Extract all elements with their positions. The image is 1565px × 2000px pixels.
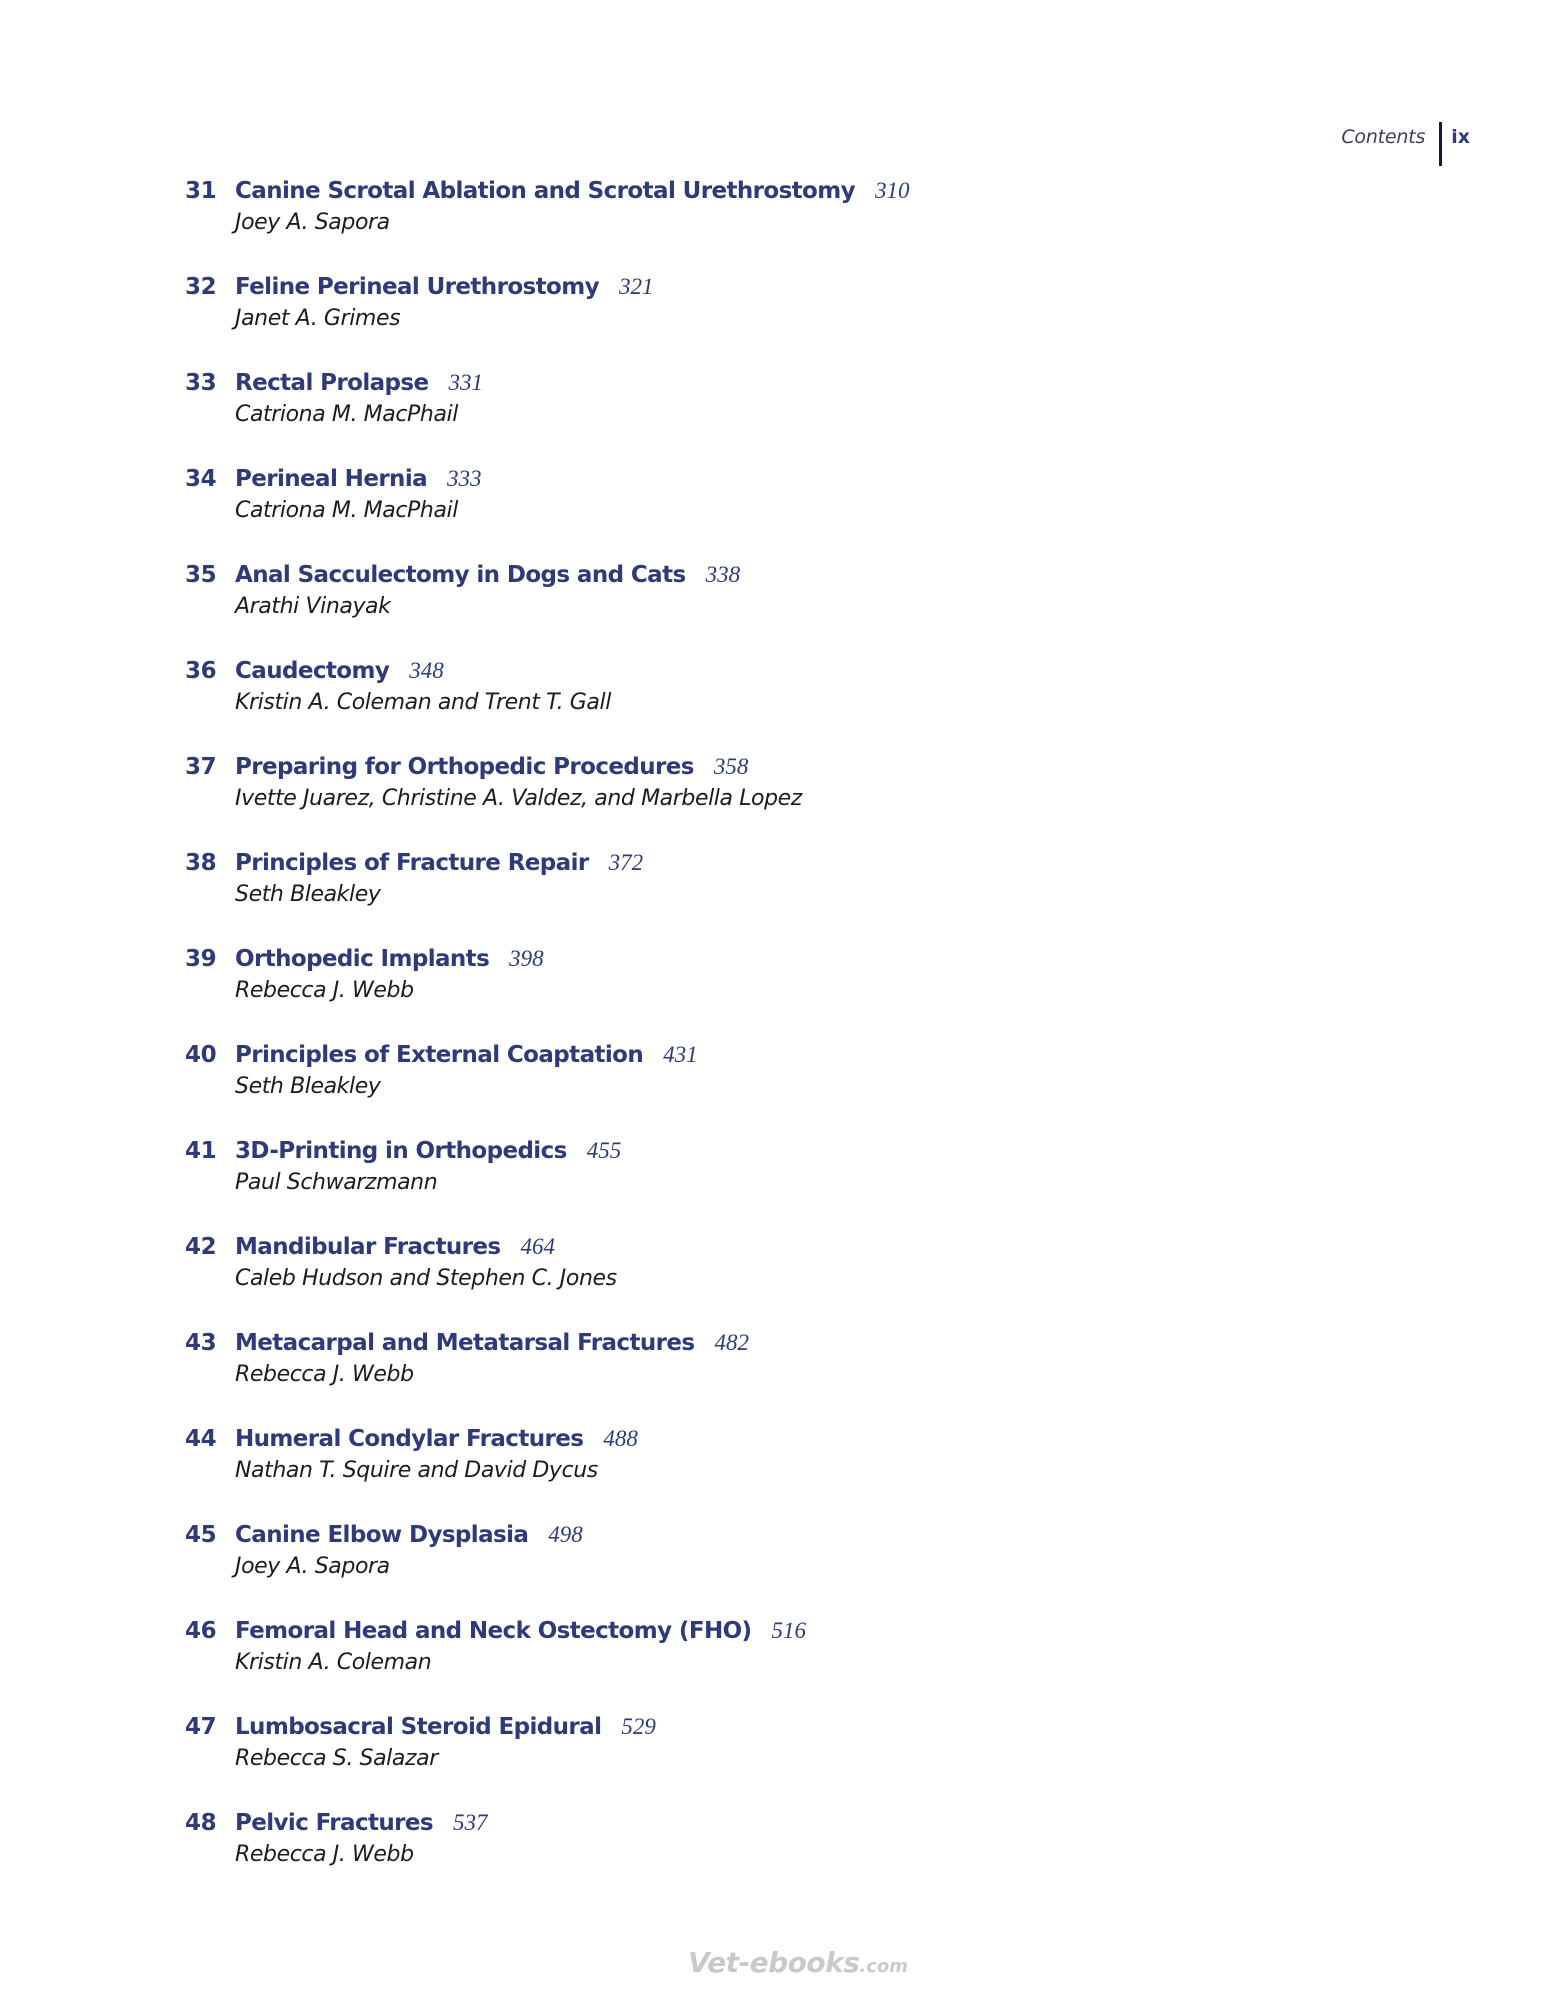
toc-entry[interactable] (185, 178, 1385, 274)
chapter-author: Paul Schwarzmann (235, 1170, 438, 1195)
toc-entry[interactable] (185, 370, 1385, 466)
chapter-page[interactable]: 398 (509, 946, 544, 971)
chapter-page[interactable]: 338 (705, 562, 741, 587)
chapter-number: 40 (185, 1042, 217, 1068)
chapter-title[interactable]: Mandibular Fractures (235, 1234, 501, 1260)
chapter-title[interactable]: Orthopedic Implants (235, 946, 490, 972)
chapter-page[interactable]: 537 (453, 1810, 488, 1835)
chapter-author: Janet A. Grimes (235, 306, 401, 331)
toc-entry[interactable] (185, 1522, 1385, 1618)
chapter-author: Kristin A. Coleman and Trent T. Gall (235, 690, 611, 715)
chapter-title-line (235, 274, 653, 300)
chapter-page[interactable]: 516 (771, 1618, 806, 1643)
toc-entry[interactable] (185, 946, 1385, 1042)
chapter-page[interactable]: 348 (409, 658, 444, 683)
chapter-page[interactable]: 331 (448, 370, 484, 395)
chapter-title-line (235, 1618, 806, 1644)
toc-entry[interactable] (185, 658, 1385, 754)
chapter-number: 46 (185, 1618, 217, 1644)
chapter-title-line (235, 466, 482, 492)
chapter-title[interactable]: Preparing for Orthopedic Procedures (235, 754, 694, 780)
chapter-page[interactable]: 482 (714, 1330, 749, 1355)
chapter-number: 39 (185, 946, 217, 972)
chapter-title-line (235, 658, 444, 684)
chapter-author: Seth Bleakley (235, 1074, 381, 1099)
chapter-page[interactable]: 372 (608, 850, 644, 875)
chapter-page[interactable]: 358 (713, 754, 749, 779)
chapter-title[interactable]: Metacarpal and Metatarsal Fractures (235, 1330, 695, 1356)
chapter-number: 41 (185, 1138, 217, 1164)
chapter-number: 32 (185, 274, 217, 300)
chapter-page[interactable]: 333 (447, 466, 482, 491)
chapter-title-line (235, 946, 544, 972)
chapter-page[interactable]: 464 (520, 1234, 555, 1259)
toc-entry[interactable] (185, 754, 1385, 850)
chapter-title-line (235, 1330, 749, 1356)
running-head (1341, 122, 1470, 166)
chapter-title[interactable]: Femoral Head and Neck Ostectomy (FHO) (235, 1618, 752, 1644)
chapter-number: 31 (185, 178, 217, 204)
chapter-page[interactable]: 321 (618, 274, 654, 299)
chapter-number: 35 (185, 562, 217, 588)
chapter-author: Kristin A. Coleman (235, 1650, 432, 1675)
toc-entry[interactable] (185, 1330, 1385, 1426)
chapter-title-line (235, 1042, 698, 1068)
chapter-title[interactable]: 3D-Printing in Orthopedics (235, 1138, 567, 1164)
chapter-page[interactable]: 488 (603, 1426, 638, 1451)
page-number: ix (1451, 126, 1470, 148)
chapter-title[interactable]: Humeral Condylar Fractures (235, 1426, 584, 1452)
table-of-contents (185, 178, 1385, 1906)
running-head-section: Contents (1341, 126, 1426, 148)
chapter-title-line (235, 1522, 583, 1548)
chapter-author: Rebecca S. Salazar (235, 1746, 438, 1771)
chapter-author: Arathi Vinayak (235, 594, 391, 619)
chapter-author: Joey A. Sapora (235, 210, 390, 235)
chapter-title[interactable]: Principles of Fracture Repair (235, 850, 589, 876)
toc-entry[interactable] (185, 1138, 1385, 1234)
chapter-number: 48 (185, 1810, 217, 1836)
chapter-title[interactable]: Canine Scrotal Ablation and Scrotal Urethrostomy (235, 178, 856, 204)
chapter-author: Rebecca J. Webb (235, 1362, 414, 1387)
toc-entry[interactable] (185, 562, 1385, 658)
toc-entry[interactable] (185, 1234, 1385, 1330)
chapter-title[interactable]: Caudectomy (235, 658, 390, 684)
chapter-author: Catriona M. MacPhail (235, 402, 458, 427)
chapter-number: 36 (185, 658, 217, 684)
watermark-suffix: .com (859, 1956, 909, 1977)
chapter-title[interactable]: Pelvic Fractures (235, 1810, 433, 1836)
chapter-title[interactable]: Canine Elbow Dysplasia (235, 1522, 529, 1548)
chapter-author: Seth Bleakley (235, 882, 381, 907)
chapter-title-line (235, 1810, 488, 1836)
chapter-number: 43 (185, 1330, 217, 1356)
chapter-title-line (235, 370, 483, 396)
toc-entry[interactable] (185, 1042, 1385, 1138)
chapter-title[interactable]: Lumbosacral Steroid Epidural (235, 1714, 602, 1740)
chapter-page[interactable]: 498 (548, 1522, 583, 1547)
chapter-number: 38 (185, 850, 217, 876)
chapter-page[interactable]: 529 (621, 1714, 656, 1739)
chapter-author: Nathan T. Squire and David Dycus (235, 1458, 598, 1483)
chapter-title-line (235, 562, 740, 588)
toc-entry[interactable] (185, 274, 1385, 370)
toc-entry[interactable] (185, 850, 1385, 946)
watermark-brand: Vet-ebooks (688, 1946, 860, 1979)
chapter-number: 47 (185, 1714, 217, 1740)
toc-entry[interactable] (185, 1426, 1385, 1522)
chapter-title-line (235, 1714, 656, 1740)
chapter-title-line (235, 178, 910, 204)
chapter-title[interactable]: Rectal Prolapse (235, 370, 429, 396)
watermark-logo (688, 1946, 908, 1979)
chapter-number: 42 (185, 1234, 217, 1260)
chapter-author: Catriona M. MacPhail (235, 498, 458, 523)
chapter-title[interactable]: Perineal Hernia (235, 466, 428, 492)
chapter-page[interactable]: 431 (663, 1042, 698, 1067)
chapter-title[interactable]: Feline Perineal Urethrostomy (235, 274, 599, 300)
chapter-title-line (235, 1138, 621, 1164)
toc-entry[interactable] (185, 1810, 1385, 1906)
toc-entry[interactable] (185, 466, 1385, 562)
chapter-author: Rebecca J. Webb (235, 1842, 414, 1867)
chapter-author: Ivette Juarez, Christine A. Valdez, and Marbella Lopez (235, 786, 802, 811)
chapter-author: Joey A. Sapora (235, 1554, 390, 1579)
chapter-title-line (235, 850, 643, 876)
chapter-author: Caleb Hudson and Stephen C. Jones (235, 1266, 617, 1291)
chapter-number: 34 (185, 466, 217, 492)
chapter-number: 33 (185, 370, 217, 396)
chapter-title[interactable]: Anal Sacculectomy in Dogs and Cats (235, 562, 686, 588)
running-head-divider (1439, 122, 1442, 166)
chapter-number: 45 (185, 1522, 217, 1548)
chapter-page[interactable]: 310 (875, 178, 910, 203)
chapter-number: 37 (185, 754, 217, 780)
chapter-page[interactable]: 455 (586, 1138, 622, 1163)
chapter-number: 44 (185, 1426, 217, 1452)
toc-entry[interactable] (185, 1618, 1385, 1714)
chapter-title-line (235, 754, 748, 780)
chapter-title[interactable]: Principles of External Coaptation (235, 1042, 644, 1068)
chapter-title-line (235, 1234, 555, 1260)
toc-entry[interactable] (185, 1714, 1385, 1810)
chapter-author: Rebecca J. Webb (235, 978, 414, 1003)
chapter-title-line (235, 1426, 638, 1452)
